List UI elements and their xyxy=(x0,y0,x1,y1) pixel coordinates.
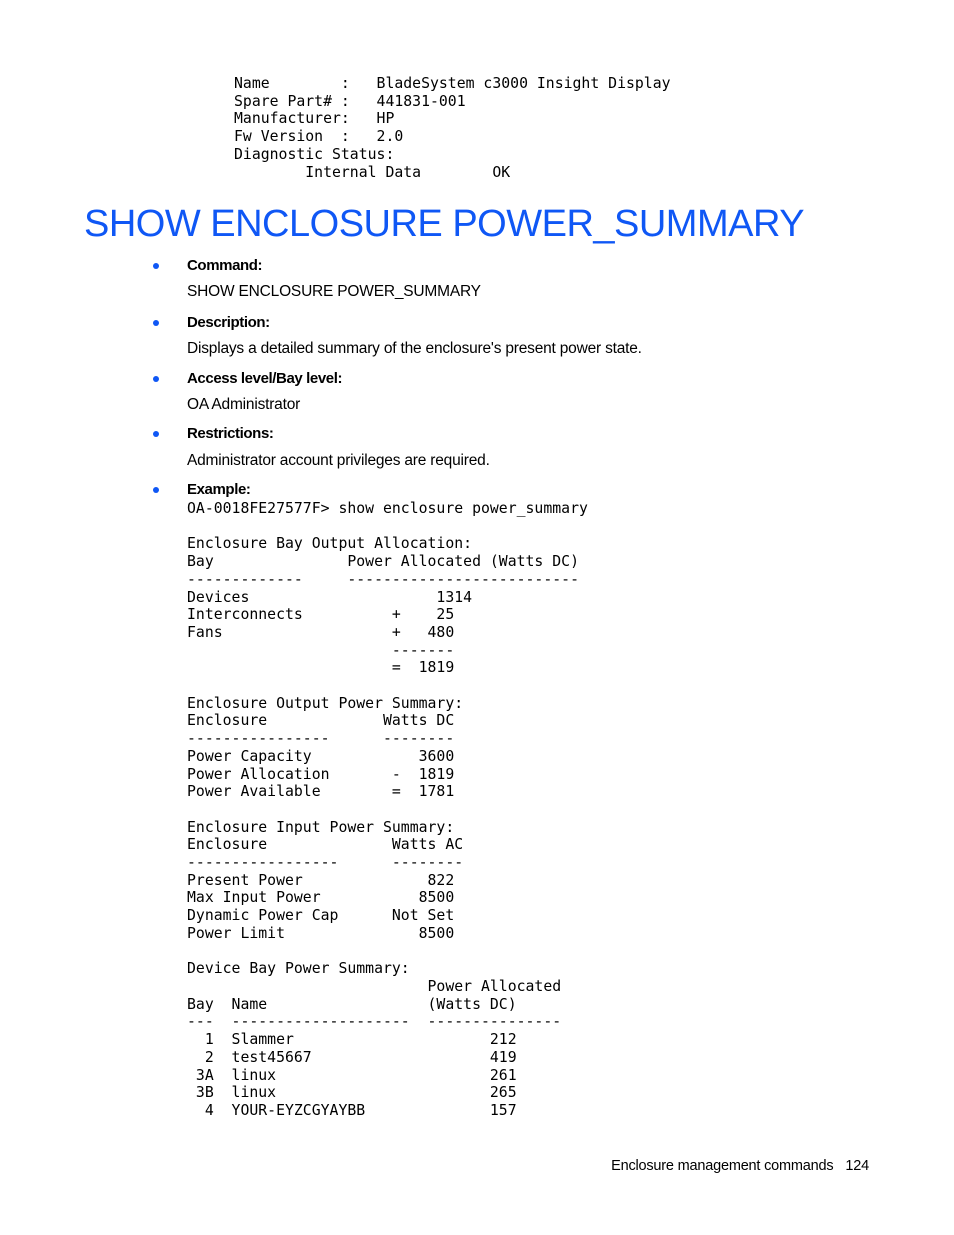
section-text: OA Administrator xyxy=(187,396,301,413)
bullet-icon xyxy=(153,320,159,326)
section-text: Displays a detailed summary of the enclosure's present power state. xyxy=(187,340,642,357)
page-number: 124 xyxy=(845,1158,869,1174)
section-label: Description: xyxy=(187,314,270,331)
footer-section-title: Enclosure management commands xyxy=(611,1158,834,1174)
section-text: Administrator account privileges are required. xyxy=(187,452,490,469)
bullet-icon xyxy=(153,487,159,493)
section-label: Restrictions: xyxy=(187,425,274,442)
bullet-icon xyxy=(153,263,159,269)
code-block-example: OA-0018FE27577F> show enclosure power_summary Enclosure Bay Output Allocation: Bay Power Allocated (Watts DC) ------------- -------------------------- Devices 1314 Interconnects + 25 Fans + 480 ------- = 1819 Enclosure Output Power Summary: Enclosure Watts DC ---------------- -------- Power Capacity 3600 Power Allocation - 1819 Power Available = 1781 Enclosure Input Power Summary: Enclosure Watts AC ----------------- -------- Present Power 822 Max Input Power 8500 Dynamic Power Cap Not Set Power Limit 8500 Device Bay Power Summary: Power Allocated Bay Name (Watts DC) --- -------------------- --------------- 1 Slammer 212 2 test45667 419 3A linux 261 3B linux 265 4 YOUR-EYZCGYAYBB 157 xyxy=(187,500,588,1119)
section-text: SHOW ENCLOSURE POWER_SUMMARY xyxy=(187,283,481,300)
page-footer xyxy=(611,1158,869,1174)
bullet-icon xyxy=(153,431,159,437)
section-label: Command: xyxy=(187,257,263,274)
section-label: Access level/Bay level: xyxy=(187,370,343,387)
page-title: SHOW ENCLOSURE POWER_SUMMARY xyxy=(84,203,805,245)
section-label: Example: xyxy=(187,481,251,498)
bullet-icon xyxy=(153,376,159,382)
code-block-device-info: Name : BladeSystem c3000 Insight Display Spare Part# : 441831-001 Manufacturer: HP Fw Version : 2.0 Diagnostic Status: Internal Data OK xyxy=(234,75,671,181)
